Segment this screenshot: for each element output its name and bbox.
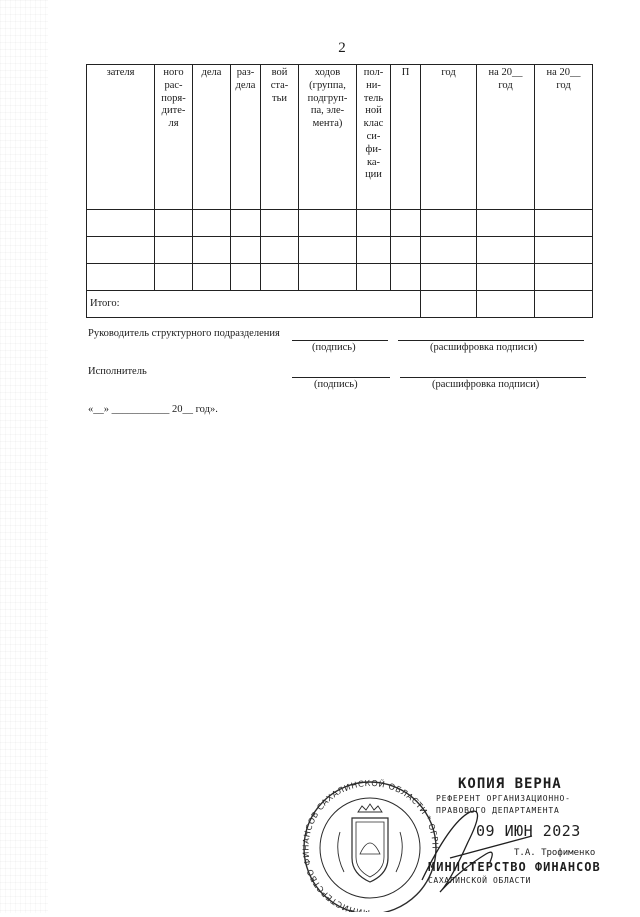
header-cell-5: ходов (группа, подгруп- па, эле- мента) xyxy=(299,65,357,210)
header-cell-4: вой ста- тьи xyxy=(261,65,299,210)
scan-noise xyxy=(0,0,48,913)
header-cell-9: на 20__ год xyxy=(477,65,535,210)
page-number: 2 xyxy=(338,40,346,56)
table-row xyxy=(87,210,593,237)
head-sign-caption: (подпись) xyxy=(312,342,356,353)
header-cell-6: пол- ни- тель ной клас си- фи- ка- ции xyxy=(357,65,391,210)
stamp-copy-title: КОПИЯ ВЕРНА xyxy=(458,776,562,792)
head-label: Руководитель структурного подразделения xyxy=(88,328,280,339)
header-cell-0: зателя xyxy=(87,65,155,210)
header-cell-3: раз- дела xyxy=(231,65,261,210)
stamp-date: 09 ИЮН 2023 xyxy=(476,822,581,840)
header-cell-2: дела xyxy=(193,65,231,210)
head-decode-caption: (расшифровка подписи) xyxy=(430,342,538,353)
header-cell-1: ного рас- поря- дите- ля xyxy=(155,65,193,210)
certification-stamp xyxy=(300,762,620,912)
stamp-line1: РЕФЕРЕНТ ОРГАНИЗАЦИОННО- xyxy=(436,794,571,803)
stamp-line2: ПРАВОВОГО ДЕПАРТАМЕНТА xyxy=(436,806,560,815)
stamp-name: Т.А. Трофименко xyxy=(514,848,596,858)
date-line: «__» ___________ 20__ год». xyxy=(88,404,218,415)
header-cell-8: год xyxy=(421,65,477,210)
head-signature-line[interactable] xyxy=(292,340,388,341)
header-cell-7: П xyxy=(391,65,421,210)
table-row xyxy=(87,264,593,291)
executor-decode-caption: (расшифровка подписи) xyxy=(432,379,540,390)
head-decode-line[interactable] xyxy=(398,340,584,341)
stamp-ministry: МИНИСТЕРСТВО ФИНАНСОВ xyxy=(428,860,601,874)
executor-signature-line[interactable] xyxy=(292,377,390,378)
header-cell-10: на 20__ год xyxy=(535,65,593,210)
seal-ring-text: ИНИСТЕРСТВО ФИНАНСОВ САХАЛИНСКОЙ ОБЛАСТИ * ОГРН xyxy=(300,777,441,912)
stamp-region: САХАЛИНСКОЙ ОБЛАСТИ xyxy=(428,876,531,885)
executor-sign-caption: (подпись) xyxy=(314,379,358,390)
table-header-row xyxy=(87,65,593,210)
budget-table xyxy=(86,64,593,318)
executor-label: Исполнитель xyxy=(88,366,147,377)
executor-decode-line[interactable] xyxy=(400,377,586,378)
total-label: Итого: xyxy=(87,291,421,318)
table-total-row xyxy=(87,291,593,318)
table-row xyxy=(87,237,593,264)
